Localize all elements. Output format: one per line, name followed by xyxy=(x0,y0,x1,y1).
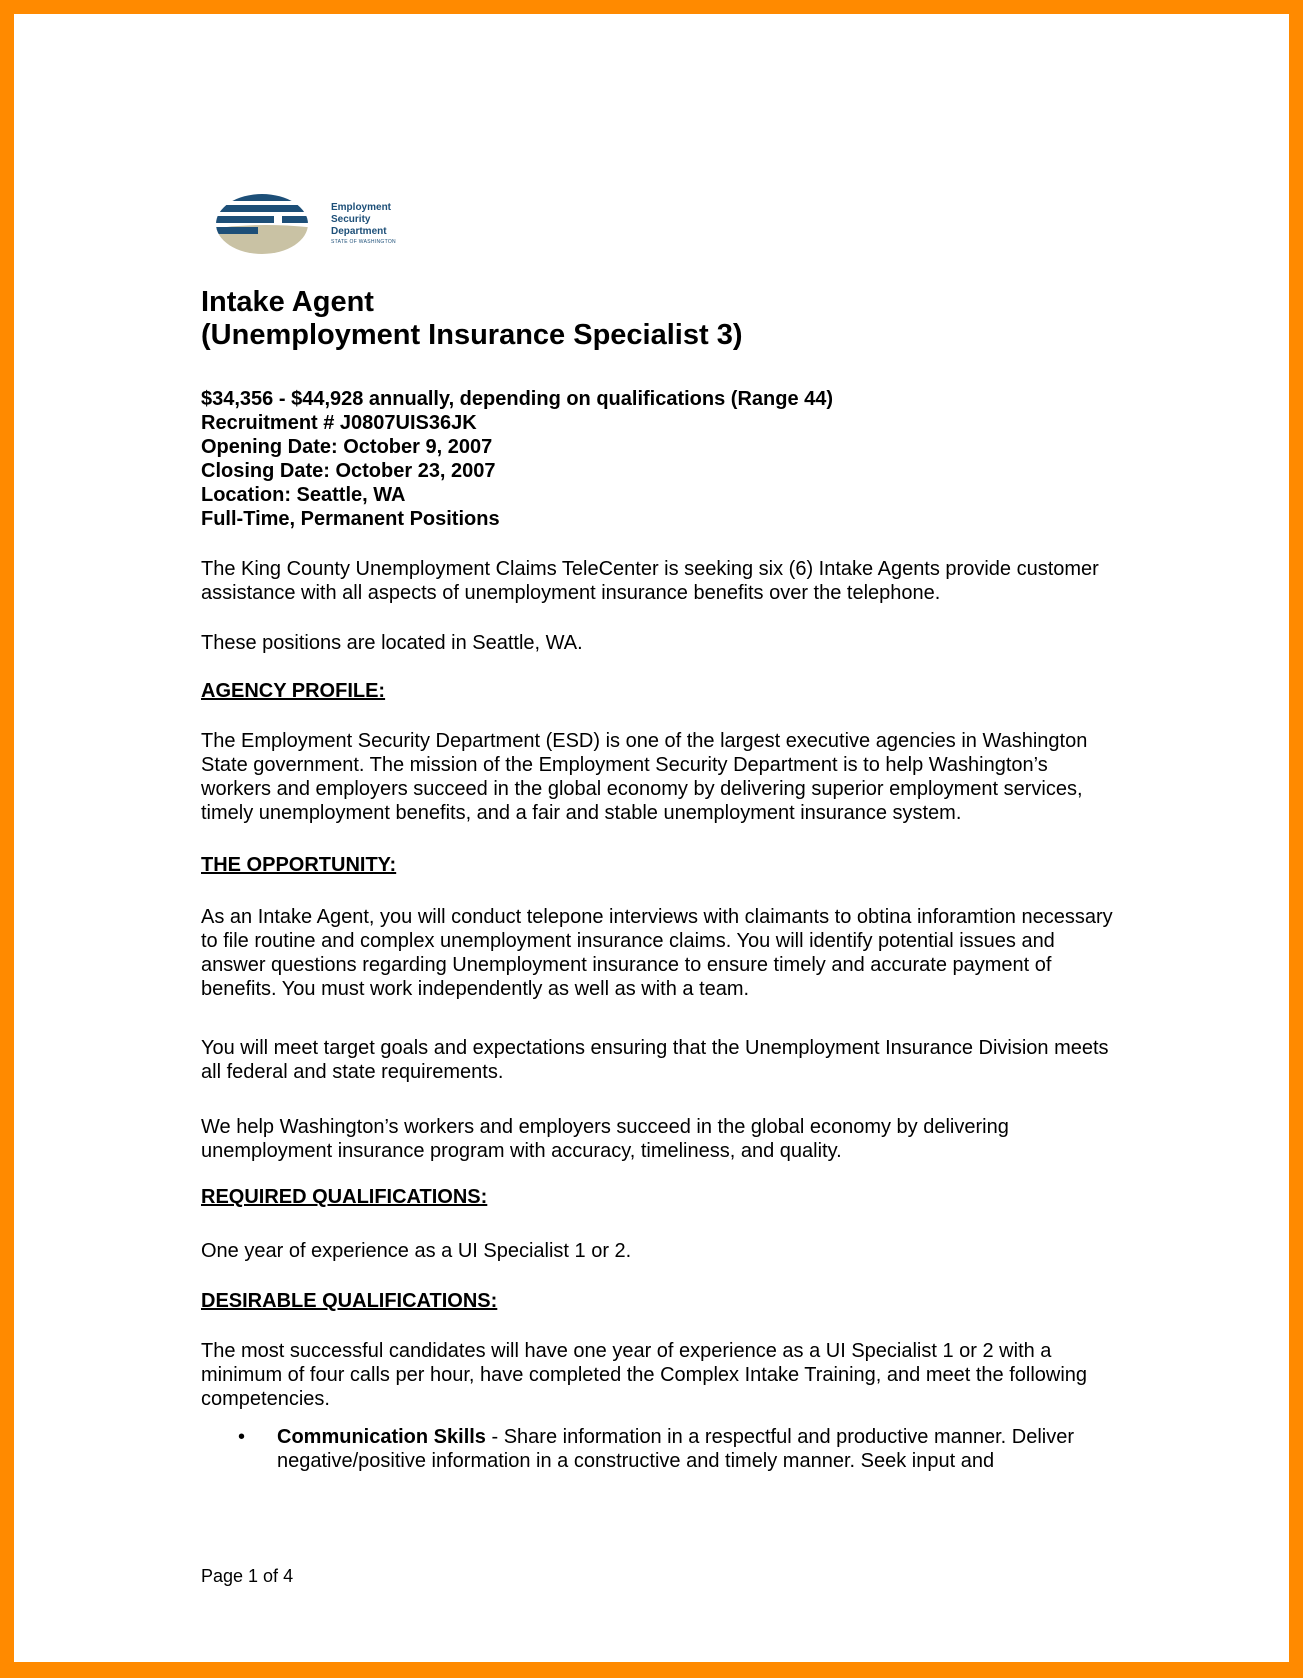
required-qualifications-heading: REQUIRED QUALIFICATIONS: xyxy=(201,1186,488,1208)
desirable-qualifications-heading: DESIRABLE QUALIFICATIONS: xyxy=(201,1290,498,1312)
required-qualifications-paragraph: One year of experience as a UI Specialist 1 or 2. xyxy=(201,1240,632,1262)
closing-date: Closing Date: October 23, 2007 xyxy=(201,460,496,482)
agency-profile-heading: AGENCY PROFILE: xyxy=(201,680,386,702)
opportunity-paragraph-3: We help Washington’s workers and employers succeed in the global economy by delivering unemployment insurance program with accuracy, timeliness, and quality. xyxy=(201,1116,1009,1162)
bullet-term: Communication Skills xyxy=(277,1426,486,1448)
position-type: Full-Time, Permanent Positions xyxy=(201,508,500,530)
job-details xyxy=(201,387,1121,531)
recruitment-number: Recruitment # J0807UIS36JK xyxy=(201,412,477,434)
opening-date: Opening Date: October 9, 2007 xyxy=(201,436,493,458)
list-item xyxy=(201,1425,1121,1473)
page-number: Page 1 of 4 xyxy=(201,1566,294,1586)
document-content xyxy=(201,286,1121,1473)
bullet-text: - Share information in a respectful and productive manner. Deliver negative/positive information in a constructive and timely manner. Seek input and xyxy=(277,1426,1075,1472)
job-title-line-1: Intake Agent xyxy=(201,286,374,318)
logo-line-1: Employment xyxy=(331,202,392,213)
agency-profile-paragraph: The Employment Security Department (ESD) is one of the largest executive agencies in Washington State government. The mission of the Employment Security Department is to help Washington’s workers and employers succeed in the global economy by delivering superior employment services, timely unemployment benefits, and a fair and stable unemployment insurance system. xyxy=(201,730,1088,824)
location-paragraph: These positions are located in Seattle, WA. xyxy=(201,632,583,654)
logo-subtitle: STATE OF WASHINGTON xyxy=(331,239,396,245)
logo-line-3: Department xyxy=(331,226,387,237)
opportunity-heading: THE OPPORTUNITY: xyxy=(201,854,397,876)
salary: $34,356 - $44,928 annually, depending on qualifications (Range 44) xyxy=(201,388,834,410)
opportunity-paragraph-2: You will meet target goals and expectations ensuring that the Unemployment Insurance Division meets all federal and state requirements. xyxy=(201,1037,1109,1083)
esd-logo-mark xyxy=(216,192,316,256)
location: Location: Seattle, WA xyxy=(201,484,406,506)
logo-wordmark xyxy=(331,202,396,246)
logo-line-2: Security xyxy=(331,214,371,225)
job-title-line-2: (Unemployment Insurance Specialist 3) xyxy=(201,319,743,351)
bullet-icon: • xyxy=(238,1426,246,1448)
esd-logo xyxy=(216,192,416,262)
desirable-qualifications-paragraph: The most successful candidates will have one year of experience as a UI Specialist 1 or 2 with a minimum of four calls per hour, have completed the Complex Intake Training, and meet the following competencies. xyxy=(201,1340,1088,1410)
opportunity-paragraph-1: As an Intake Agent, you will conduct telepone interviews with claimants to obtina inforamtion necessary to file routine and complex unemployment insurance claims. You will identify potential issues and answer questions regarding Unemployment insurance to ensure timely and accurate payment of benefits. You must work independently as well as with a team. xyxy=(201,906,1113,1000)
job-title xyxy=(201,286,1121,352)
intro-paragraph: The King County Unemployment Claims TeleCenter is seeking six (6) Intake Agents provide customer assistance with all aspects of unemployment insurance benefits over the telephone. xyxy=(201,558,1099,604)
